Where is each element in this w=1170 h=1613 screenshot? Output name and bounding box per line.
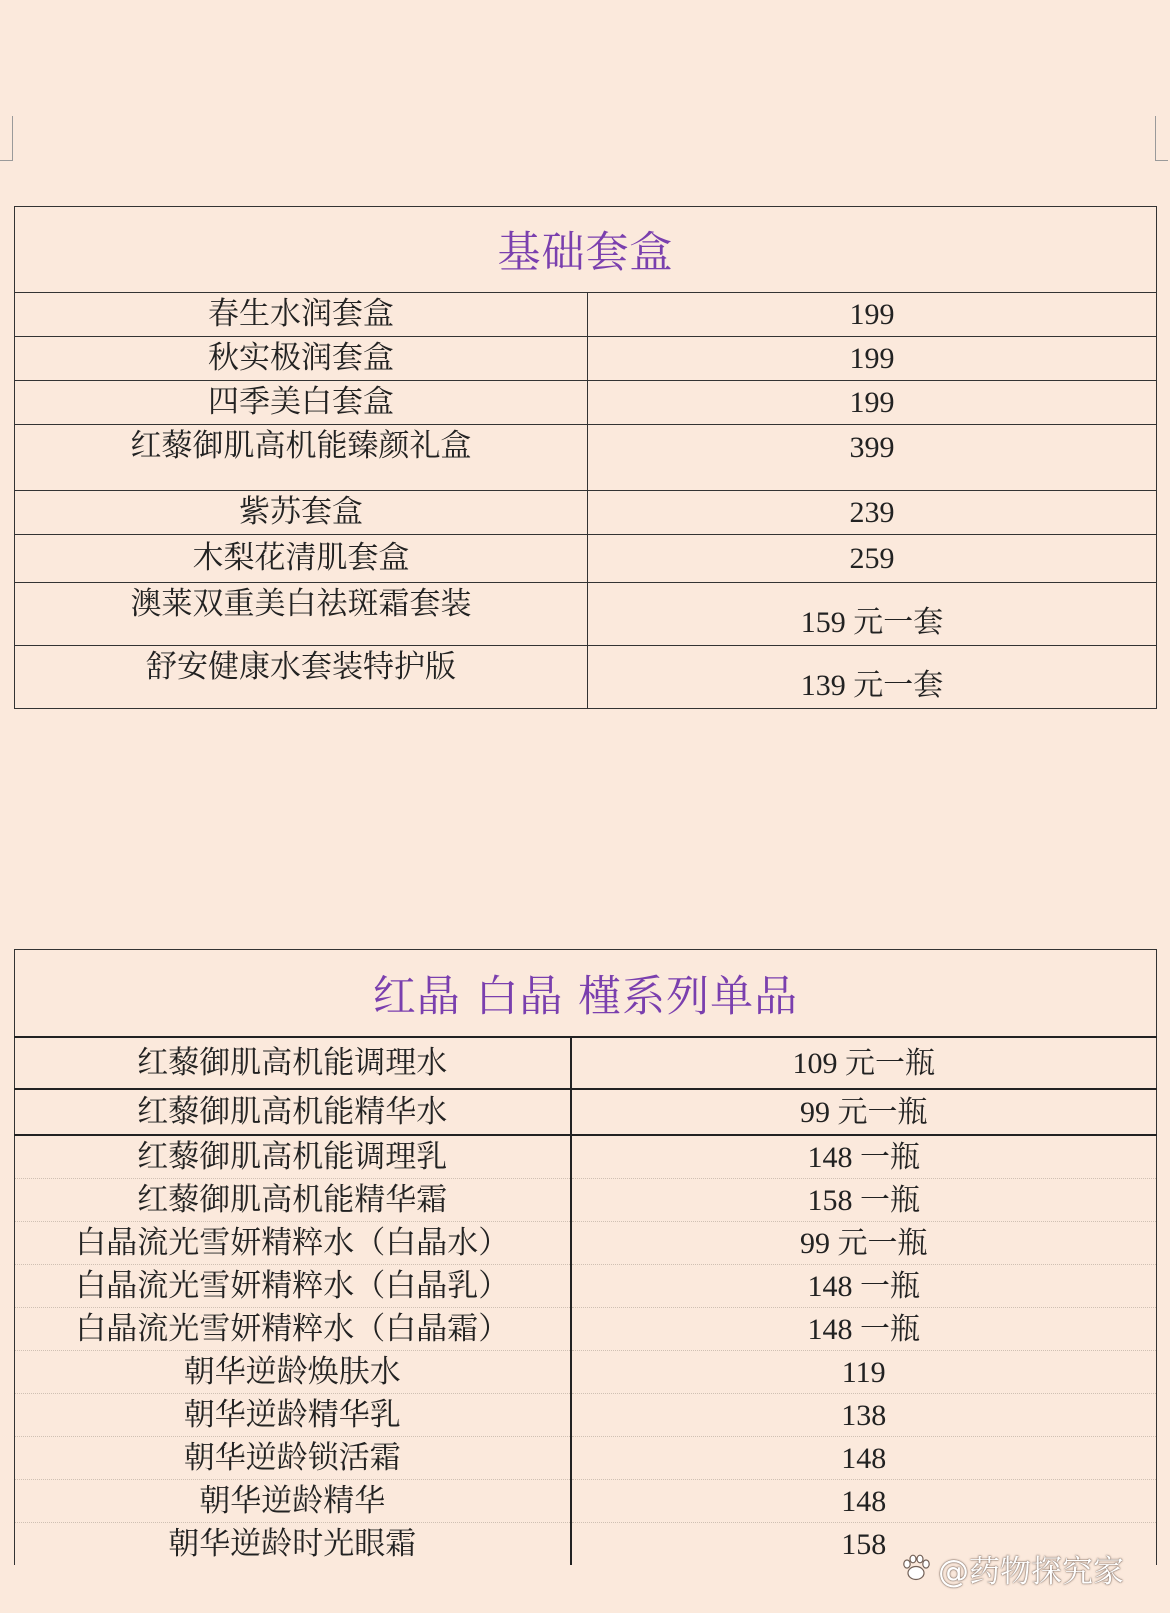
product-name: 朝华逆龄精华 xyxy=(15,1480,571,1523)
product-price: 99 元一瓶 xyxy=(571,1089,1157,1135)
weibo-paw-icon xyxy=(900,1552,932,1584)
table-title: 红晶 白晶 槿系列单品 xyxy=(15,950,1157,1038)
product-name: 木梨花清肌套盒 xyxy=(15,535,588,583)
product-price: 99 元一瓶 xyxy=(571,1222,1157,1265)
single-product-price-table xyxy=(14,949,1157,1565)
product-price: 139 元一套 xyxy=(588,646,1157,709)
product-name: 白晶流光雪妍精粹水（白晶霜） xyxy=(15,1308,571,1351)
product-name: 澳莱双重美白祛斑霜套装 xyxy=(15,583,588,646)
product-name: 红藜御肌高机能臻颜礼盒 xyxy=(15,425,588,491)
table-row xyxy=(15,1265,1157,1308)
table-row xyxy=(15,425,1157,491)
page-corner-mark-right xyxy=(1155,116,1168,161)
product-name: 红藜御肌高机能调理水 xyxy=(15,1037,571,1089)
table-row xyxy=(15,646,1157,709)
product-price: 119 xyxy=(571,1351,1157,1394)
product-name: 朝华逆龄精华乳 xyxy=(15,1394,571,1437)
product-name: 朝华逆龄时光眼霜 xyxy=(15,1523,571,1566)
product-price: 109 元一瓶 xyxy=(571,1037,1157,1089)
product-name: 红藜御肌高机能调理乳 xyxy=(15,1135,571,1179)
product-price: 148 一瓶 xyxy=(571,1265,1157,1308)
product-price: 159 元一套 xyxy=(588,583,1157,646)
table-row xyxy=(15,1089,1157,1135)
table-title: 基础套盒 xyxy=(15,207,1157,293)
product-name: 舒安健康水套装特护版 xyxy=(15,646,588,709)
product-price: 199 xyxy=(588,381,1157,425)
product-price: 148 一瓶 xyxy=(571,1308,1157,1351)
product-price: 148 一瓶 xyxy=(571,1135,1157,1179)
product-name: 四季美白套盒 xyxy=(15,381,588,425)
product-price: 148 xyxy=(571,1480,1157,1523)
table-row xyxy=(15,535,1157,583)
watermark xyxy=(900,1548,1160,1588)
basic-gift-box-price-table xyxy=(14,206,1157,709)
product-price: 148 xyxy=(571,1437,1157,1480)
product-name: 朝华逆龄锁活霜 xyxy=(15,1437,571,1480)
table-row xyxy=(15,1179,1157,1222)
table-row xyxy=(15,1222,1157,1265)
table-row xyxy=(15,1437,1157,1480)
table-row xyxy=(15,1037,1157,1089)
product-name: 红藜御肌高机能精华水 xyxy=(15,1089,571,1135)
table-row xyxy=(15,583,1157,646)
product-price: 399 xyxy=(588,425,1157,491)
product-name: 朝华逆龄焕肤水 xyxy=(15,1351,571,1394)
page-corner-mark-left xyxy=(0,116,13,161)
product-name: 红藜御肌高机能精华霜 xyxy=(15,1179,571,1222)
watermark-text: @药物探究家 xyxy=(938,1553,1124,1590)
product-price: 199 xyxy=(588,337,1157,381)
product-name: 紫苏套盒 xyxy=(15,491,588,535)
table-row xyxy=(15,1394,1157,1437)
product-price: 158 xyxy=(571,1523,1157,1566)
product-name: 白晶流光雪妍精粹水（白晶水） xyxy=(15,1222,571,1265)
table-row xyxy=(15,337,1157,381)
product-price: 138 xyxy=(571,1394,1157,1437)
product-price: 199 xyxy=(588,293,1157,337)
product-name: 秋实极润套盒 xyxy=(15,337,588,381)
table-row xyxy=(15,1308,1157,1351)
product-price: 158 一瓶 xyxy=(571,1179,1157,1222)
product-price: 239 xyxy=(588,491,1157,535)
table-row xyxy=(15,1351,1157,1394)
product-name: 白晶流光雪妍精粹水（白晶乳） xyxy=(15,1265,571,1308)
table-row xyxy=(15,491,1157,535)
product-price: 259 xyxy=(588,535,1157,583)
table-row xyxy=(15,381,1157,425)
product-name: 春生水润套盒 xyxy=(15,293,588,337)
table-row xyxy=(15,1135,1157,1179)
table-row xyxy=(15,293,1157,337)
table-row xyxy=(15,1480,1157,1523)
